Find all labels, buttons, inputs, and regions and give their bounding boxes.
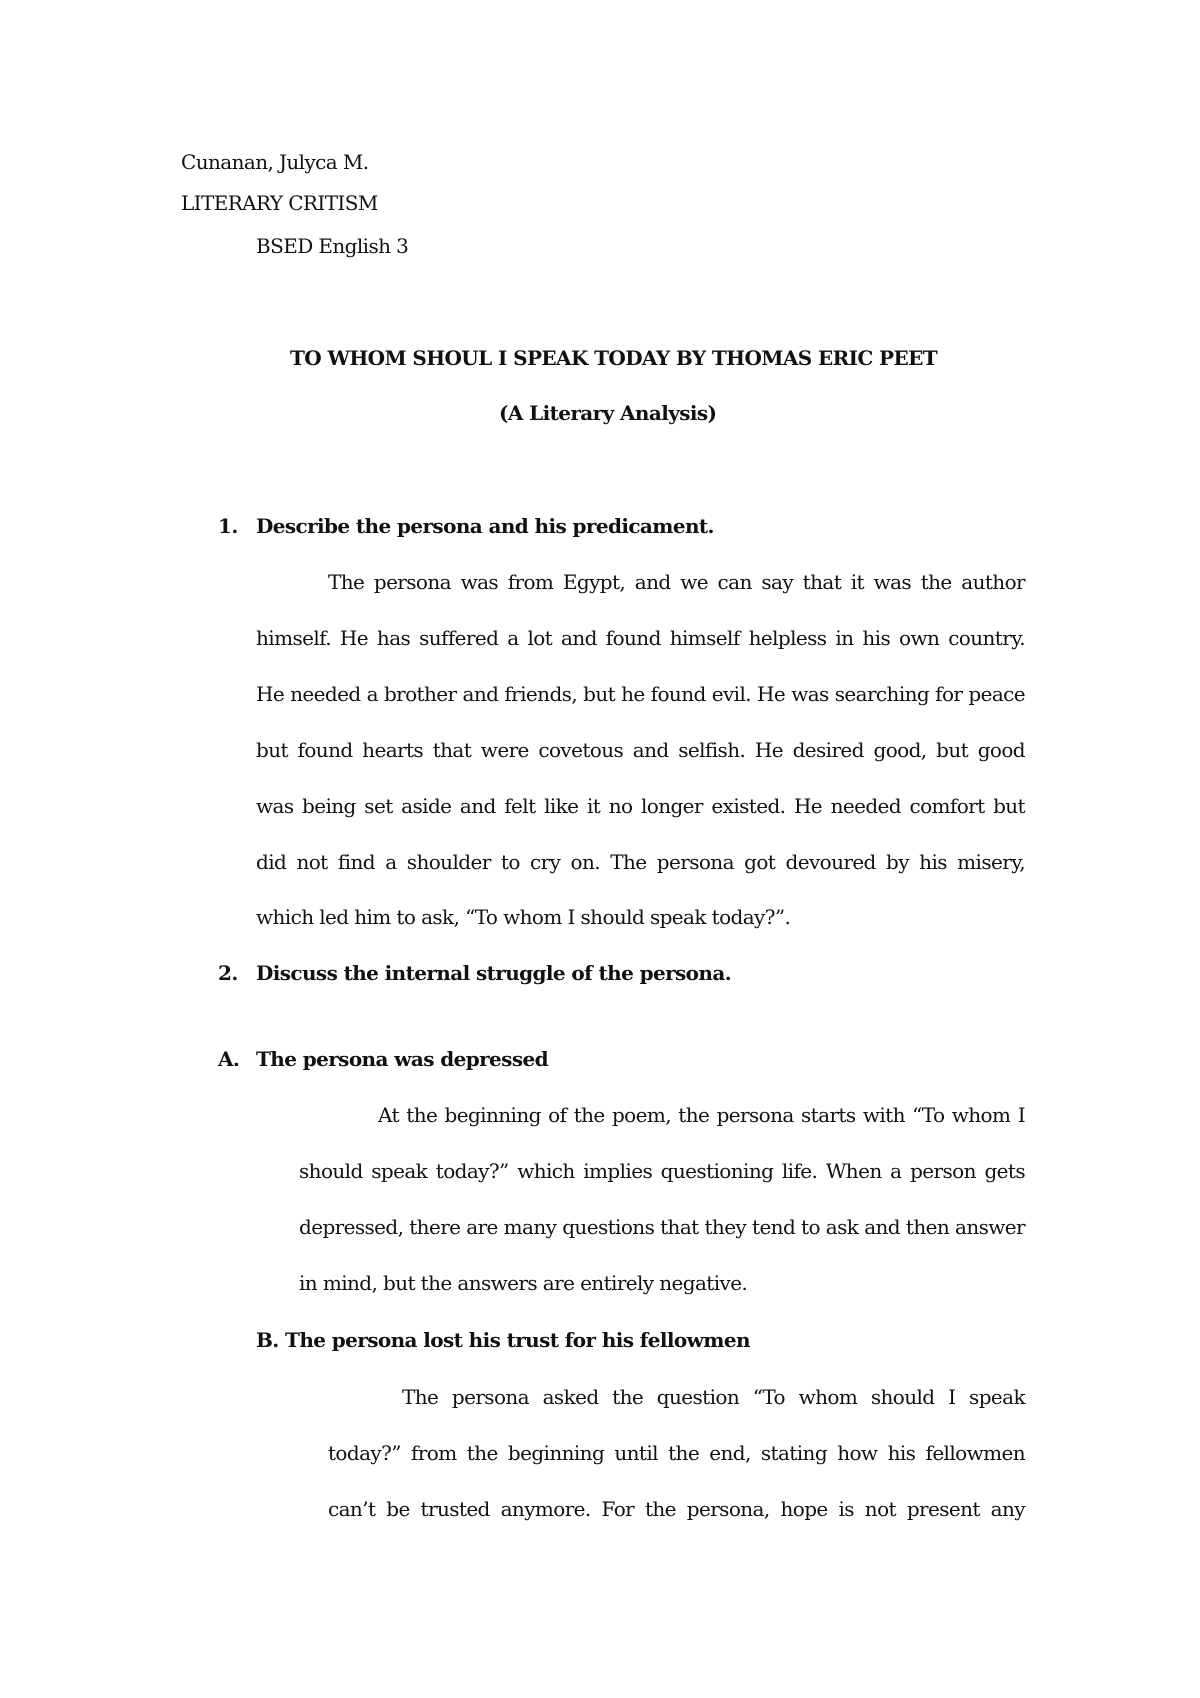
course-subject: LITERARY CRITISM bbox=[181, 191, 378, 215]
question-1-heading: Describe the persona and his predicament. bbox=[256, 514, 714, 538]
section-b-line: can’t be trusted anymore. For the persona, hope is not present any bbox=[328, 1497, 1025, 1521]
section-a-heading: The persona was depressed bbox=[256, 1047, 549, 1071]
document-subtitle: (A Literary Analysis) bbox=[499, 401, 717, 425]
author-name: Cunanan, Julyca M. bbox=[181, 150, 369, 174]
q1-paragraph-line: did not find a shoulder to cry on. The persona got devoured by his misery, bbox=[256, 850, 1025, 874]
document-title: TO WHOM SHOUL I SPEAK TODAY BY THOMAS ERIC PEET bbox=[290, 346, 938, 370]
section-b-heading: B. The persona lost his trust for his fellowmen bbox=[256, 1328, 750, 1352]
section-a-line: At the beginning of the poem, the persona starts with “To whom I bbox=[378, 1103, 1025, 1127]
section-a-label: A. bbox=[218, 1047, 240, 1071]
section-a-line: should speak today?” which implies questioning life. When a person gets bbox=[299, 1159, 1025, 1183]
q1-paragraph-last-line: which led him to ask, “To whom I should speak today?”. bbox=[256, 905, 791, 929]
question-2-heading: Discuss the internal struggle of the persona. bbox=[256, 961, 732, 985]
question-2-number: 2. bbox=[218, 961, 238, 985]
q1-paragraph-line: He needed a brother and friends, but he found evil. He was searching for peace bbox=[256, 682, 1025, 706]
section-b-line: The persona asked the question “To whom should I speak bbox=[402, 1385, 1025, 1409]
q1-paragraph-line: himself. He has suffered a lot and found himself helpless in his own country. bbox=[256, 626, 1025, 650]
section-a-last-line: in mind, but the answers are entirely negative. bbox=[299, 1271, 748, 1295]
question-1-number: 1. bbox=[218, 514, 238, 538]
section-a-line: depressed, there are many questions that they tend to ask and then answer bbox=[299, 1215, 1025, 1239]
section-b-line: today?” from the beginning until the end, stating how his fellowmen bbox=[328, 1441, 1025, 1465]
q1-paragraph-line: but found hearts that were covetous and selfish. He desired good, but good bbox=[256, 738, 1025, 762]
course-section: BSED English 3 bbox=[256, 234, 409, 258]
q1-paragraph-line: The persona was from Egypt, and we can say that it was the author bbox=[328, 570, 1025, 594]
q1-paragraph-line: was being set aside and felt like it no longer existed. He needed comfort but bbox=[256, 794, 1025, 818]
